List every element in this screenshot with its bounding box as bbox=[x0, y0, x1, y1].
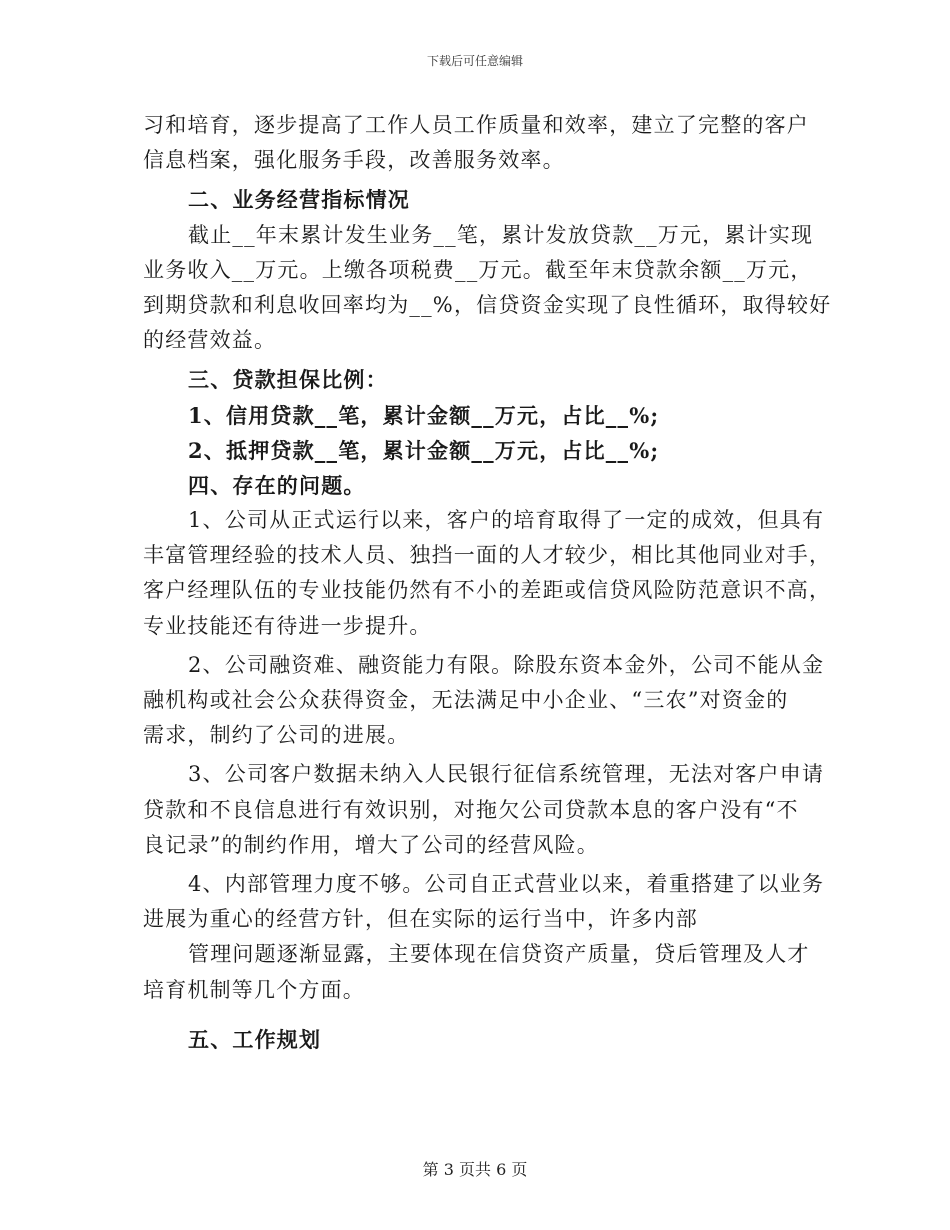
paragraph-line: 的经营效益。 bbox=[143, 328, 277, 353]
paragraph-line: 信息档案，强化服务手段，改善服务效率。 bbox=[143, 148, 565, 173]
paragraph-line: 截止__年末累计发生业务__笔，累计发放贷款__万元，累计实现 bbox=[188, 222, 814, 247]
paragraph-line: 丰富管理经验的技术人员、独挡一面的人才较少，相比其他同业对手， bbox=[143, 543, 832, 568]
page-header: 下载后可任意编辑 bbox=[426, 54, 523, 68]
section-heading: 五、工作规划 bbox=[188, 1026, 322, 1052]
paragraph-line: 管理问题逐渐显露，主要体现在信贷资产质量，贷后管理及人才 bbox=[188, 942, 810, 967]
paragraph-line: 习和培育，逐步提高了工作人员工作质量和效率，建立了完整的客户 bbox=[143, 113, 809, 137]
paragraph-line: 1、公司从正式运行以来，客户的培育取得了一定的成效，但具有 bbox=[188, 508, 825, 533]
paragraph-line: 融机构或社会公众获得资金，无法满足中小企业、“三农”对资金的 bbox=[143, 688, 789, 712]
paragraph-line: 需求，制约了公司的进展。 bbox=[143, 723, 410, 748]
paragraph-line: 4、内部管理力度不够。公司自正式营业以来，着重搭建了以业务 bbox=[188, 871, 825, 896]
paragraph-line: 良记录”的制约作用，增大了公司的经营风险。 bbox=[143, 832, 599, 857]
paragraph-line: 3、公司客户数据未纳入人民银行征信系统管理，无法对客户申请 bbox=[188, 762, 825, 787]
document-body bbox=[143, 108, 832, 1057]
section-heading: 三、贷款担保比例： bbox=[188, 367, 388, 393]
paragraph-line: 2、公司融资难、融资能力有限。除股东资本金外，公司不能从金 bbox=[188, 652, 825, 677]
page-number: 第 3 页共 6 页 bbox=[422, 1160, 528, 1179]
paragraph-line: 专业技能还有待进一步提升。 bbox=[143, 613, 432, 638]
paragraph-line: 培育机制等几个方面。 bbox=[143, 977, 365, 1002]
paragraph-line: 客户经理队伍的专业技能仍然有不小的差距或信贷风险防范意识不高， bbox=[143, 578, 832, 603]
list-item: 2、抵押贷款__笔，累计金额__万元，占比__%; bbox=[188, 437, 660, 463]
paragraph-line: 到期贷款和利息收回率均为__%，信贷资金实现了良性循环，取得较好 bbox=[143, 292, 832, 317]
paragraph-line: 进展为重心的经营方针，但在实际的运行当中，许多内部 bbox=[143, 907, 698, 932]
paragraph-line: 贷款和不良信息进行有效识别，对拖欠公司贷款本息的客户没有“不 bbox=[143, 797, 799, 822]
section-heading: 四、存在的问题。 bbox=[188, 472, 366, 498]
list-item: 1、信用贷款__笔，累计金额__万元，占比__%; bbox=[188, 402, 660, 428]
section-heading: 二、业务经营指标情况 bbox=[188, 187, 410, 213]
paragraph-line: 业务收入__万元。上缴各项税费__万元。截至年末贷款余额__万元， bbox=[143, 257, 813, 282]
